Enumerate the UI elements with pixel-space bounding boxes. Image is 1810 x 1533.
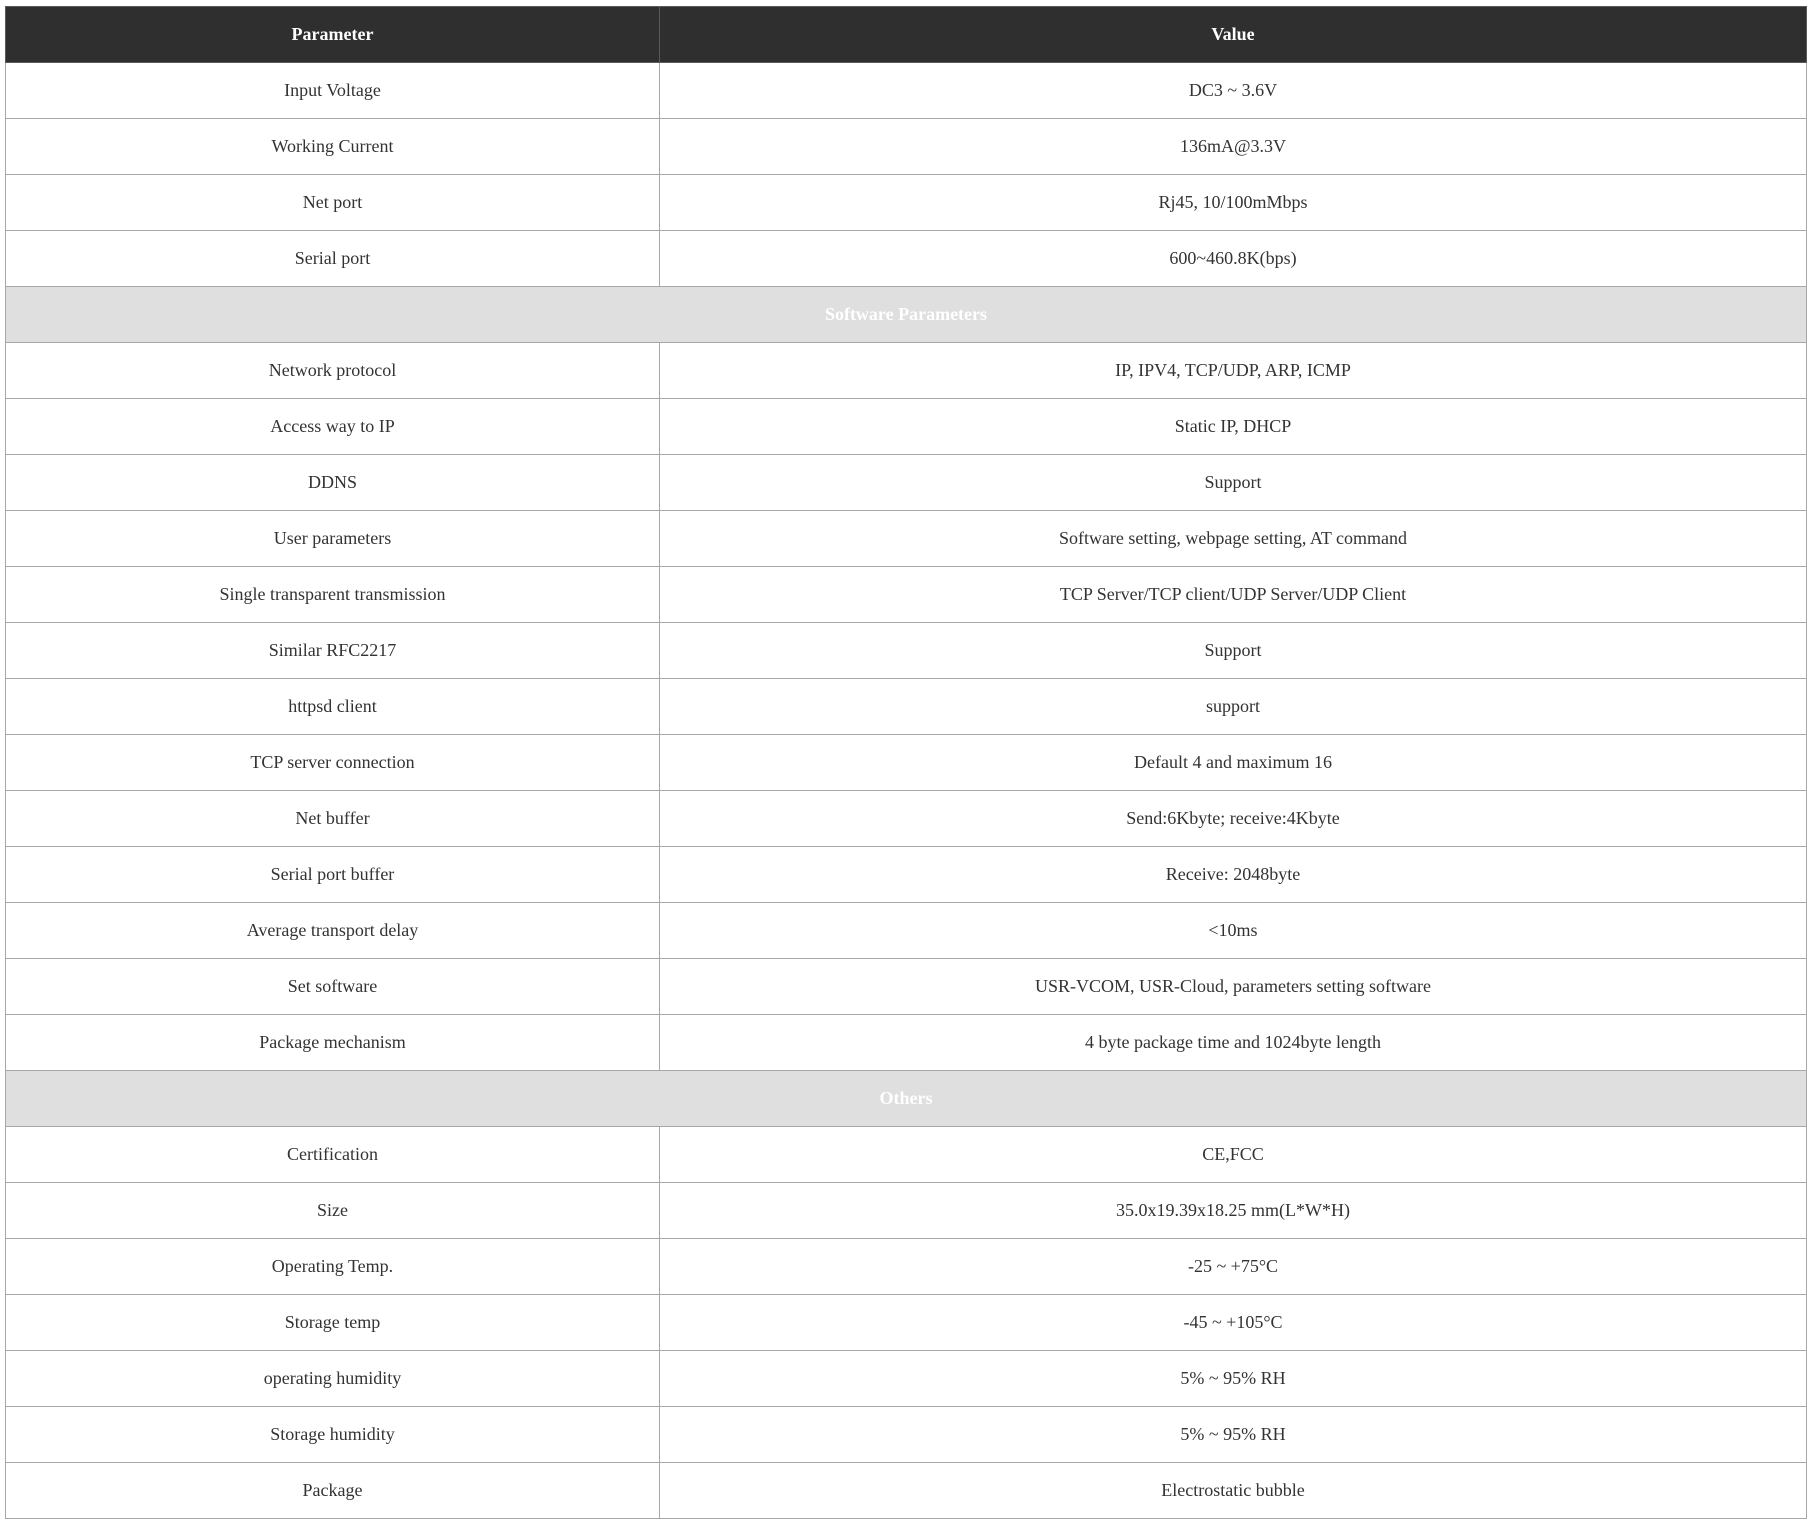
value-cell: DC3 ~ 3.6V xyxy=(660,63,1807,119)
parameter-cell: Similar RFC2217 xyxy=(6,623,660,679)
table-row xyxy=(6,1295,1807,1351)
value-cell: <10ms xyxy=(660,903,1807,959)
parameter-cell: Single transparent transmission xyxy=(6,567,660,623)
table-row xyxy=(6,735,1807,791)
value-cell: 5% ~ 95% RH xyxy=(660,1351,1807,1407)
parameter-cell: TCP server connection xyxy=(6,735,660,791)
table-row xyxy=(6,679,1807,735)
parameter-cell: Working Current xyxy=(6,119,660,175)
value-cell: Rj45, 10/100mMbps xyxy=(660,175,1807,231)
parameter-cell: Storage temp xyxy=(6,1295,660,1351)
table-row xyxy=(6,1239,1807,1295)
value-cell: Software setting, webpage setting, AT command xyxy=(660,511,1807,567)
table-row xyxy=(6,1407,1807,1463)
value-cell: support xyxy=(660,679,1807,735)
value-cell: Send:6Kbyte; receive:4Kbyte xyxy=(660,791,1807,847)
parameter-cell: Input Voltage xyxy=(6,63,660,119)
table-row xyxy=(6,567,1807,623)
value-cell: USR-VCOM, USR-Cloud, parameters setting software xyxy=(660,959,1807,1015)
header-row xyxy=(6,7,1807,63)
table-row xyxy=(6,1463,1807,1519)
table-row xyxy=(6,1015,1807,1071)
table-row xyxy=(6,63,1807,119)
table-row xyxy=(6,175,1807,231)
parameter-cell: DDNS xyxy=(6,455,660,511)
value-cell: 136mA@3.3V xyxy=(660,119,1807,175)
section-title: Software Parameters xyxy=(6,287,1807,343)
column-header-value: Value xyxy=(660,7,1807,63)
table-row xyxy=(6,959,1807,1015)
section-title: Others xyxy=(6,1071,1807,1127)
parameter-cell: Size xyxy=(6,1183,660,1239)
parameter-cell: User parameters xyxy=(6,511,660,567)
parameter-cell: httpsd client xyxy=(6,679,660,735)
value-cell: Support xyxy=(660,623,1807,679)
parameter-cell: Access way to IP xyxy=(6,399,660,455)
value-cell: Default 4 and maximum 16 xyxy=(660,735,1807,791)
table-row xyxy=(6,791,1807,847)
spec-table xyxy=(5,6,1807,1519)
value-cell: Electrostatic bubble xyxy=(660,1463,1807,1519)
table-body xyxy=(6,63,1807,1519)
table-row xyxy=(6,231,1807,287)
parameter-cell: Certification xyxy=(6,1127,660,1183)
value-cell: 600~460.8K(bps) xyxy=(660,231,1807,287)
value-cell: 35.0x19.39x18.25 mm(L*W*H) xyxy=(660,1183,1807,1239)
value-cell: 4 byte package time and 1024byte length xyxy=(660,1015,1807,1071)
parameter-cell: Package mechanism xyxy=(6,1015,660,1071)
value-cell: Support xyxy=(660,455,1807,511)
parameter-cell: Serial port buffer xyxy=(6,847,660,903)
table-row xyxy=(6,455,1807,511)
table-row xyxy=(6,1127,1807,1183)
value-cell: TCP Server/TCP client/UDP Server/UDP Client xyxy=(660,567,1807,623)
parameter-cell: Average transport delay xyxy=(6,903,660,959)
parameter-cell: Operating Temp. xyxy=(6,1239,660,1295)
parameter-cell: Network protocol xyxy=(6,343,660,399)
table-row xyxy=(6,399,1807,455)
table-row xyxy=(6,511,1807,567)
table-header xyxy=(6,7,1807,63)
value-cell: -25 ~ +75°C xyxy=(660,1239,1807,1295)
parameter-cell: Package xyxy=(6,1463,660,1519)
parameter-cell: operating humidity xyxy=(6,1351,660,1407)
section-header-row xyxy=(6,287,1807,343)
table-row xyxy=(6,1183,1807,1239)
table-row xyxy=(6,119,1807,175)
table-row xyxy=(6,903,1807,959)
parameter-cell: Storage humidity xyxy=(6,1407,660,1463)
value-cell: IP, IPV4, TCP/UDP, ARP, ICMP xyxy=(660,343,1807,399)
section-header-row xyxy=(6,1071,1807,1127)
parameter-cell: Net buffer xyxy=(6,791,660,847)
table-row xyxy=(6,1351,1807,1407)
parameter-cell: Set software xyxy=(6,959,660,1015)
value-cell: 5% ~ 95% RH xyxy=(660,1407,1807,1463)
value-cell: Static IP, DHCP xyxy=(660,399,1807,455)
value-cell: Receive: 2048byte xyxy=(660,847,1807,903)
value-cell: CE,FCC xyxy=(660,1127,1807,1183)
parameter-cell: Serial port xyxy=(6,231,660,287)
value-cell: -45 ~ +105°C xyxy=(660,1295,1807,1351)
table-row xyxy=(6,847,1807,903)
parameter-cell: Net port xyxy=(6,175,660,231)
table-row xyxy=(6,623,1807,679)
column-header-parameter: Parameter xyxy=(6,7,660,63)
table-row xyxy=(6,343,1807,399)
